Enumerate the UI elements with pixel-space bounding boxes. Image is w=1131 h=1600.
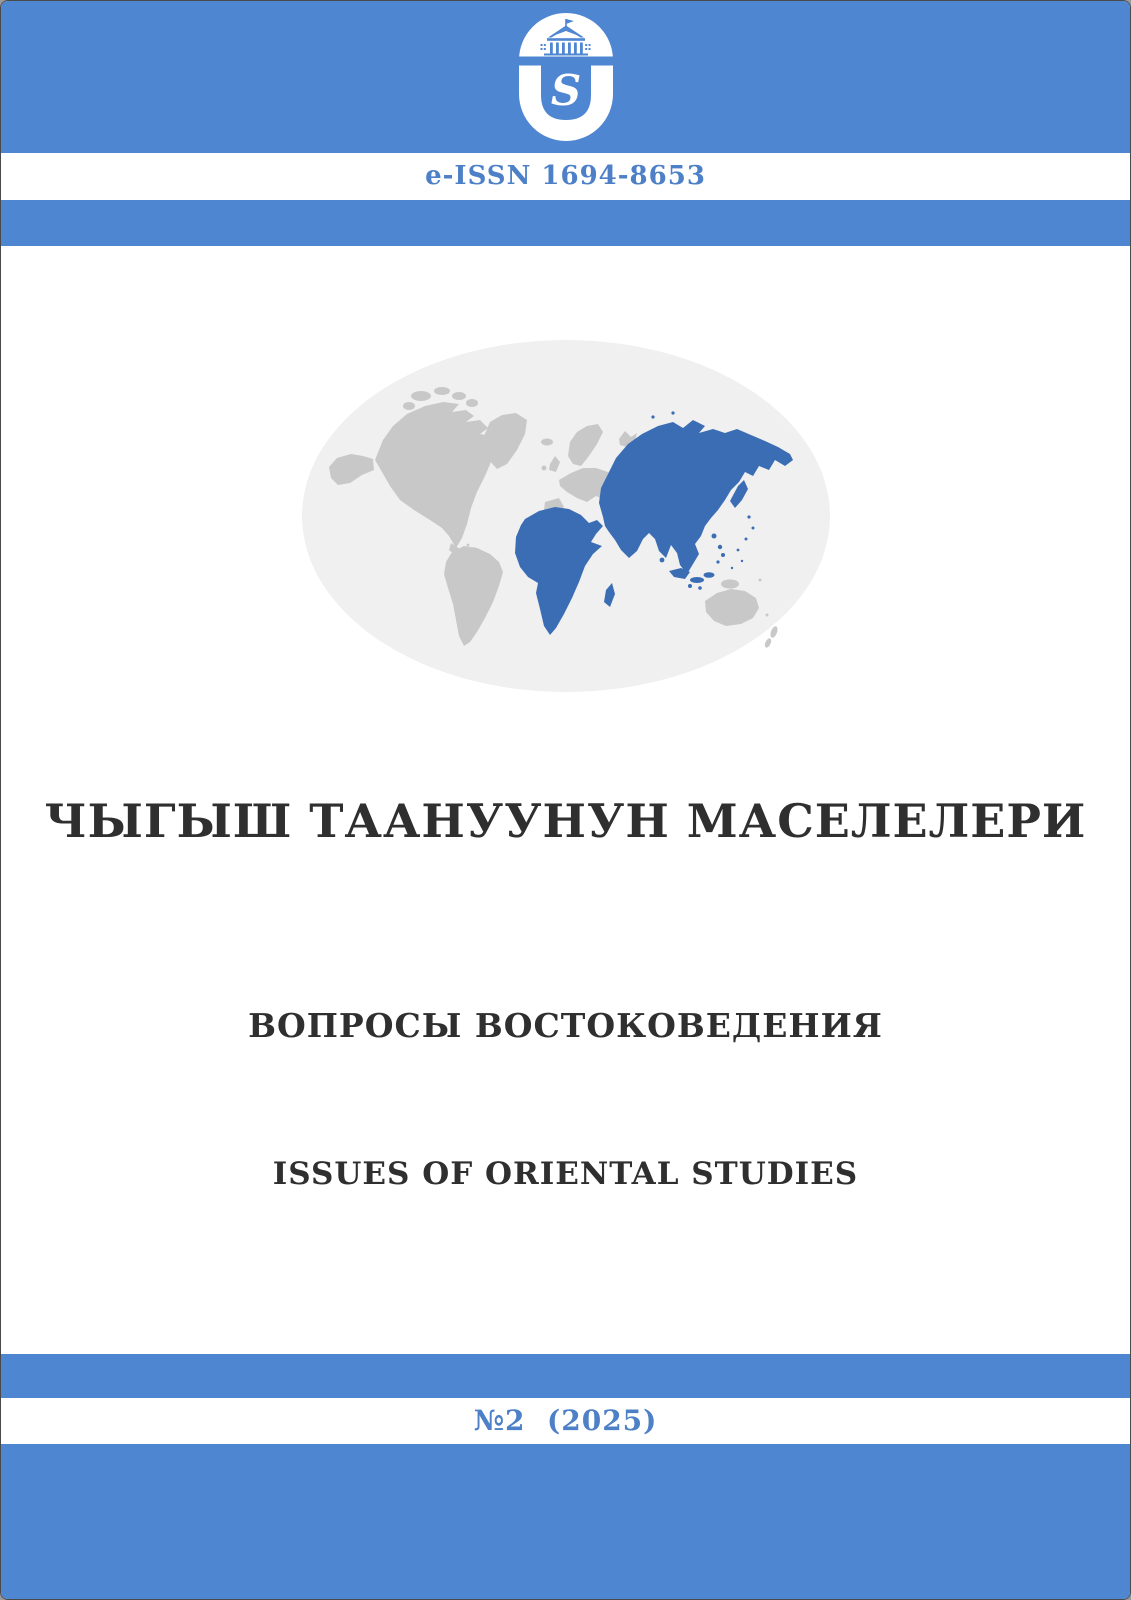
issn-label: e-ISSN 1694-8653 (425, 161, 706, 191)
journal-title-russian: ВОПРОСЫ ВОСТОКОВЕДЕНИЯ (248, 1006, 883, 1045)
journal-title-english: ISSUES OF ORIENTAL STUDIES (272, 1156, 859, 1192)
bottom-band (1, 1444, 1130, 1600)
world-map-illustration (301, 339, 831, 693)
lower-divider-band (1, 1354, 1130, 1398)
top-band (1, 1, 1130, 153)
journal-title-kyrgyz: ЧЫГЫШ ТААНУУНУН МАСЕЛЕЛЕРИ (44, 794, 1087, 848)
university-logo-icon (519, 13, 613, 141)
logo-monogram: S (550, 66, 581, 115)
upper-divider-band (1, 200, 1130, 246)
issue-number-label: №2 (2025) (473, 1404, 658, 1437)
